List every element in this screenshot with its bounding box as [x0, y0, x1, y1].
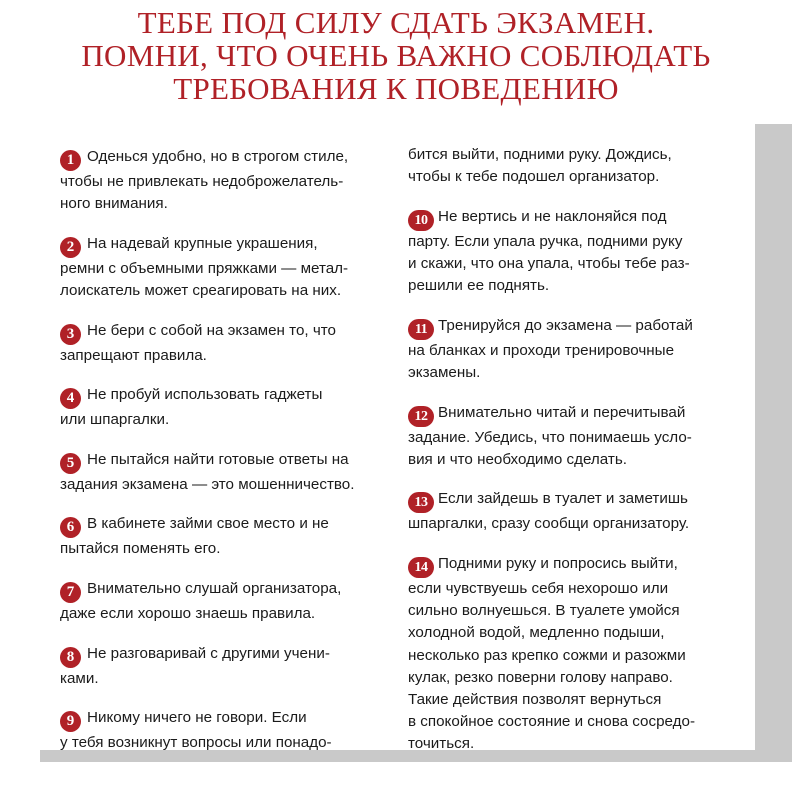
rule-item-8: [60, 643, 390, 690]
rule-line: [60, 449, 390, 474]
rule-text: Тренируйся до экзамена — работай: [438, 316, 693, 334]
rule-text: Не пробуй использовать гаджеты: [87, 386, 323, 404]
rule-line: ками.: [60, 669, 99, 687]
rule-line: экзамены.: [408, 364, 481, 381]
rule-line: [408, 488, 738, 513]
rules-panel: [33, 118, 755, 753]
number-badge-1: 1: [60, 150, 81, 171]
number-badge-5: 5: [60, 453, 81, 474]
rule-line: ремни с объемными пряжками — метал-: [60, 259, 349, 277]
rule-text: Не пытайся найти готовые ответы на: [87, 450, 349, 468]
rule-item-12: [408, 402, 738, 471]
rule-item-5: [60, 449, 390, 496]
rule-line: ного внимания.: [60, 195, 168, 213]
rule-item-3: [60, 320, 390, 367]
rule-line: Такие действия позволят вернуться: [408, 691, 662, 708]
rule-line: пытайся поменять его.: [60, 540, 221, 558]
rule-text: Оденься удобно, но в строгом стиле,: [87, 148, 349, 165]
title-line-3: ТРЕБОВАНИЯ К ПОВЕДЕНИЮ: [173, 71, 619, 106]
rule-line: задание. Убедись, что понимаешь усло-: [408, 428, 692, 446]
rule-item-11: [408, 315, 738, 384]
rule-item-7: [60, 578, 390, 625]
rule-line: чтобы не привлекать недоброжелатель-: [60, 173, 344, 190]
rule-line: [408, 553, 738, 578]
rule-line: решили ее поднять.: [408, 277, 550, 295]
rule-line: или шпаргалки.: [60, 411, 170, 429]
rule-line: вия и что необходимо сделать.: [408, 450, 627, 468]
rule-line: даже если хорошо знаешь правила.: [60, 604, 316, 622]
number-badge-3: 3: [60, 324, 81, 345]
number-badge-11: 11: [408, 319, 434, 340]
rule-text: Если зайдешь в туалет и заметишь: [438, 490, 688, 508]
rule-line: [60, 578, 390, 603]
rule-item-6: [60, 513, 390, 560]
rule-line: и скажи, что она упала, чтобы тебе раз-: [408, 255, 690, 272]
rule-line: запрещают правила.: [60, 346, 207, 364]
rule-line: шпаргалки, сразу сообщи организатору.: [408, 515, 690, 533]
rule-line: [60, 320, 390, 345]
right-column: [408, 144, 738, 773]
rule-text: На надевай крупные украшения,: [87, 234, 318, 252]
rule-line: в спокойное состояние и снова сосредо-: [408, 713, 696, 731]
left-column: [60, 146, 390, 772]
number-badge-13: 13: [408, 492, 434, 513]
rule-line: у тебя возникнут вопросы или понадо-: [60, 734, 332, 752]
rule-line: чтобы к тебе подошел организатор.: [408, 168, 660, 186]
rule-text: В кабинете займи свое место и не: [87, 515, 329, 533]
rule-line: сильно волнуешься. В туалете умойся: [408, 602, 680, 620]
rule-line: [60, 707, 390, 732]
number-badge-8: 8: [60, 647, 81, 668]
number-badge-4: 4: [60, 388, 81, 409]
rule-item-4: [60, 384, 390, 431]
rule-item-13: [408, 488, 738, 535]
page-title: [0, 6, 792, 105]
rule-line: лоискатель может среагировать на них.: [60, 282, 342, 299]
rule-line: [60, 384, 390, 409]
number-badge-12: 12: [408, 406, 434, 427]
rule-text: Не бери с собой на экзамен то, что: [87, 321, 336, 339]
rule-text: Никому ничего не говори. Если: [87, 709, 307, 727]
rule-line: бится выйти, подними руку. Дождись,: [408, 146, 672, 163]
rule-line: [60, 146, 390, 171]
number-badge-10: 10: [408, 210, 434, 231]
rule-line: парту. Если упала ручка, подними руку: [408, 232, 683, 250]
rule-text: Не разговаривай с другими учени-: [87, 644, 330, 662]
rule-text: Внимательно читай и перечитывай: [438, 403, 686, 421]
rule-item-10: [408, 206, 738, 298]
title-line-2: ПОМНИ, ЧТО ОЧЕНЬ ВАЖНО СОБЛЮДАТЬ: [81, 38, 711, 73]
rule-line: кулак, резко поверни голову направо.: [408, 668, 673, 686]
number-badge-7: 7: [60, 582, 81, 603]
number-badge-14: 14: [408, 557, 434, 578]
number-badge-9: 9: [60, 711, 81, 732]
rule-text: Внимательно слушай организатора,: [87, 579, 342, 597]
rule-item-2: [60, 233, 390, 302]
rule-line: задания экзамена — это мошенничество.: [60, 475, 355, 493]
rule-item-14: [408, 553, 738, 756]
rule-line: [60, 643, 390, 668]
rule-item-1: [60, 146, 390, 215]
rule-text: Не вертись и не наклоняйся под: [438, 207, 667, 225]
rule-line: несколько раз крепко сожми и разожми: [408, 646, 686, 664]
rule-item-9: [60, 707, 390, 754]
rule-item-9-continuation: [408, 144, 738, 188]
rule-line: [60, 233, 390, 258]
rule-line: [408, 315, 738, 340]
rule-text: Подними руку и попросись выйти,: [438, 554, 678, 572]
rule-line: на бланках и проходи тренировочные: [408, 341, 675, 359]
rule-line: [408, 206, 738, 231]
number-badge-2: 2: [60, 237, 81, 258]
title-line-1: ТЕБЕ ПОД СИЛУ СДАТЬ ЭКЗАМЕН.: [137, 5, 655, 40]
rule-line: точиться.: [408, 735, 475, 753]
rule-line: [408, 402, 738, 427]
rule-line: [60, 513, 390, 538]
rule-line: холодной водой, медленно подыши,: [408, 624, 665, 642]
number-badge-6: 6: [60, 517, 81, 538]
rule-line: если чувствуешь себя нехорошо или: [408, 579, 669, 597]
